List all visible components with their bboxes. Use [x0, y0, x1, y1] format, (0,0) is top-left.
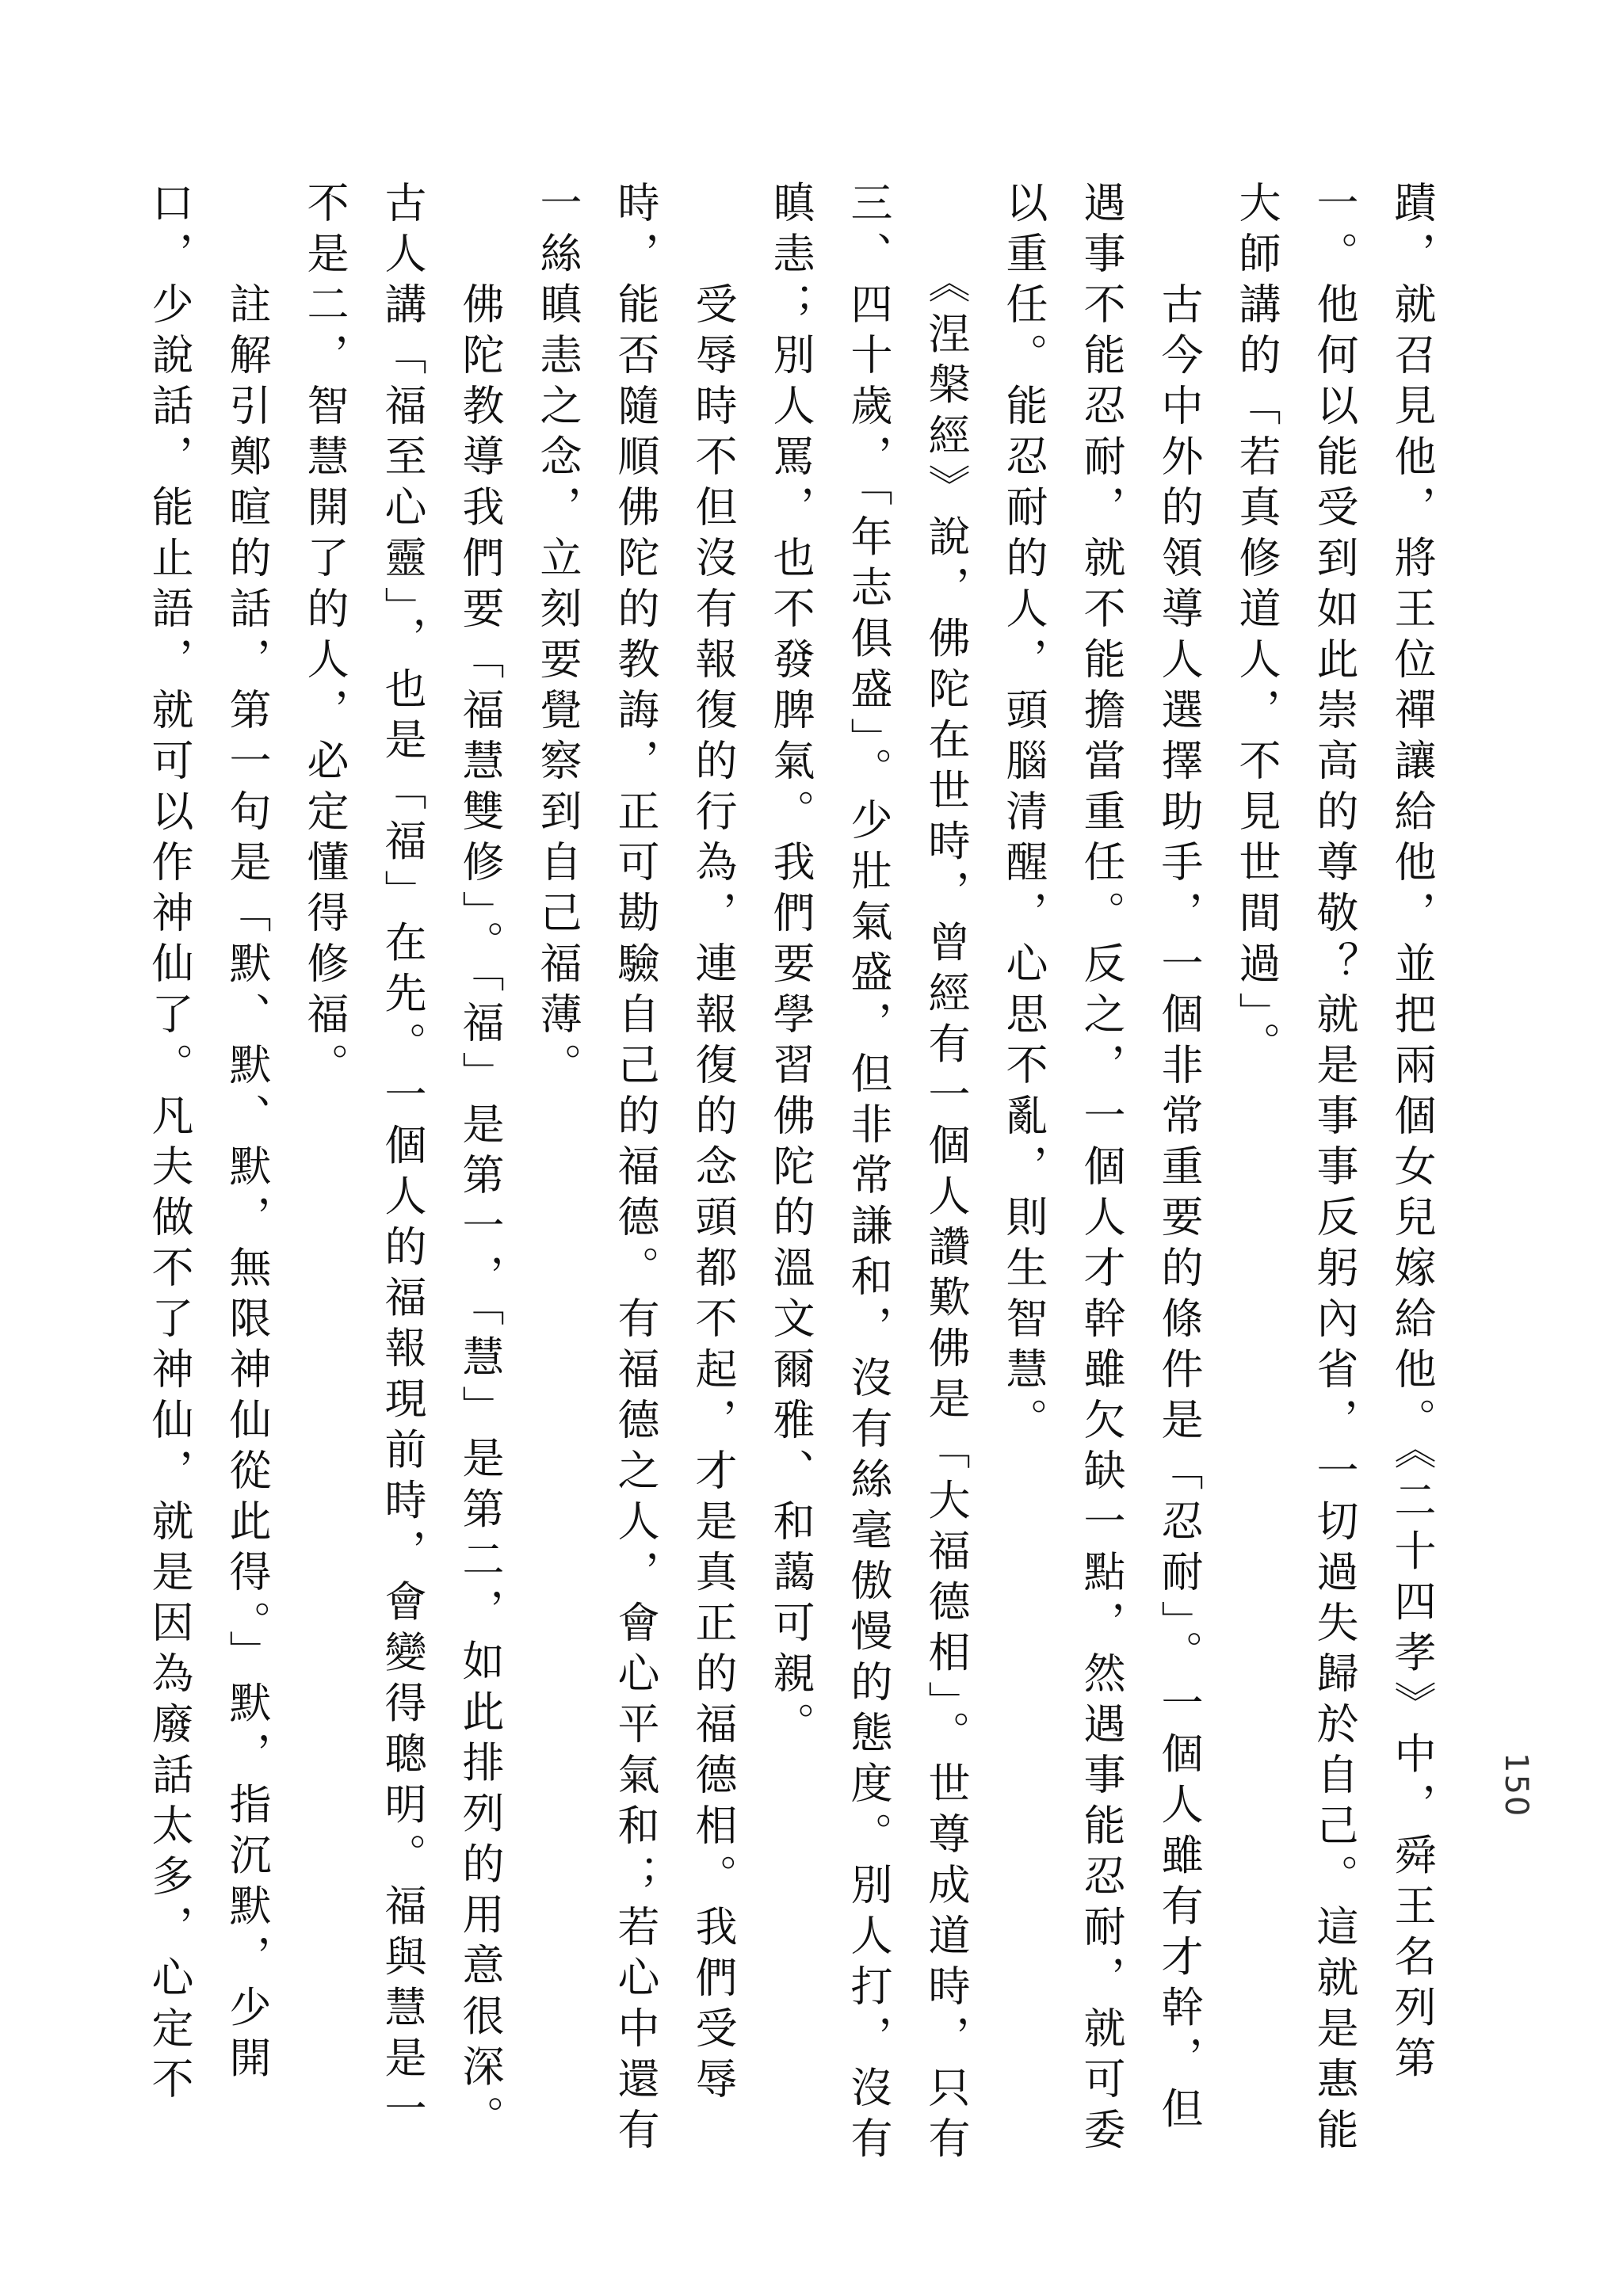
- page-number: 150: [1498, 1753, 1534, 1818]
- paragraph-1: 蹟，就召見他，將王位禪讓給他，並把兩個女兒嫁給他。《二十四孝》中，舜王名列第一。他何以能受到如此崇高的尊敬？就是事事反躬內省，一切過失歸於自己。這就是惠能大師講的「若真修道人，不見世間過」。: [1232, 181, 1436, 2158]
- paragraph-5: 佛陀教導我們要「福慧雙修」。「福」是第一，「慧」是第二，如此排列的用意很深。古人講「福至心靈」，也是「福」在先。一個人的福報現前時，會變得聰明。福與慧是一不是二，智慧開了的人，必定懂得修福。: [300, 181, 504, 2146]
- paragraph-6: 註解引鄭暄的話，第一句是「默、默、默，無限神仙從此得。」默，指沉默，少開口，少說話，能止語，就可以作神仙了。凡夫做不了神仙，就是因為廢話太多，心定不: [145, 181, 271, 2107]
- paragraph-2: 古今中外的領導人選擇助手，一個非常重要的條件是「忍耐」。一個人雖有才幹，但遇事不能忍耐，就不能擔當重任。反之，一個人才幹雖欠缺一點，然遇事能忍耐，就可委以重任。能忍耐的人，頭腦清醒，心思不亂，則生智慧。: [999, 181, 1203, 2158]
- paragraph-3: 《涅槃經》說，佛陀在世時，曾經有一個人讚歎佛是「大福德相」。世尊成道時，只有三、四十歲，「年志俱盛」。少壯氣盛，但非常謙和，沒有絲毫傲慢的態度。別人打，沒有瞋恚；別人罵，也不發脾氣。我們要學習佛陀的溫文爾雅、和藹可親。: [766, 181, 970, 2167]
- paragraph-4: 受辱時不但沒有報復的行為，連報復的念頭都不起，才是真正的福德相。我們受辱時，能否隨順佛陀的教誨，正可勘驗自己的福德。有福德之人，會心平氣和；若心中還有一絲瞋恚之念，立刻要覺察到自己福薄。: [533, 181, 737, 2158]
- body-text: [145, 181, 1450, 2177]
